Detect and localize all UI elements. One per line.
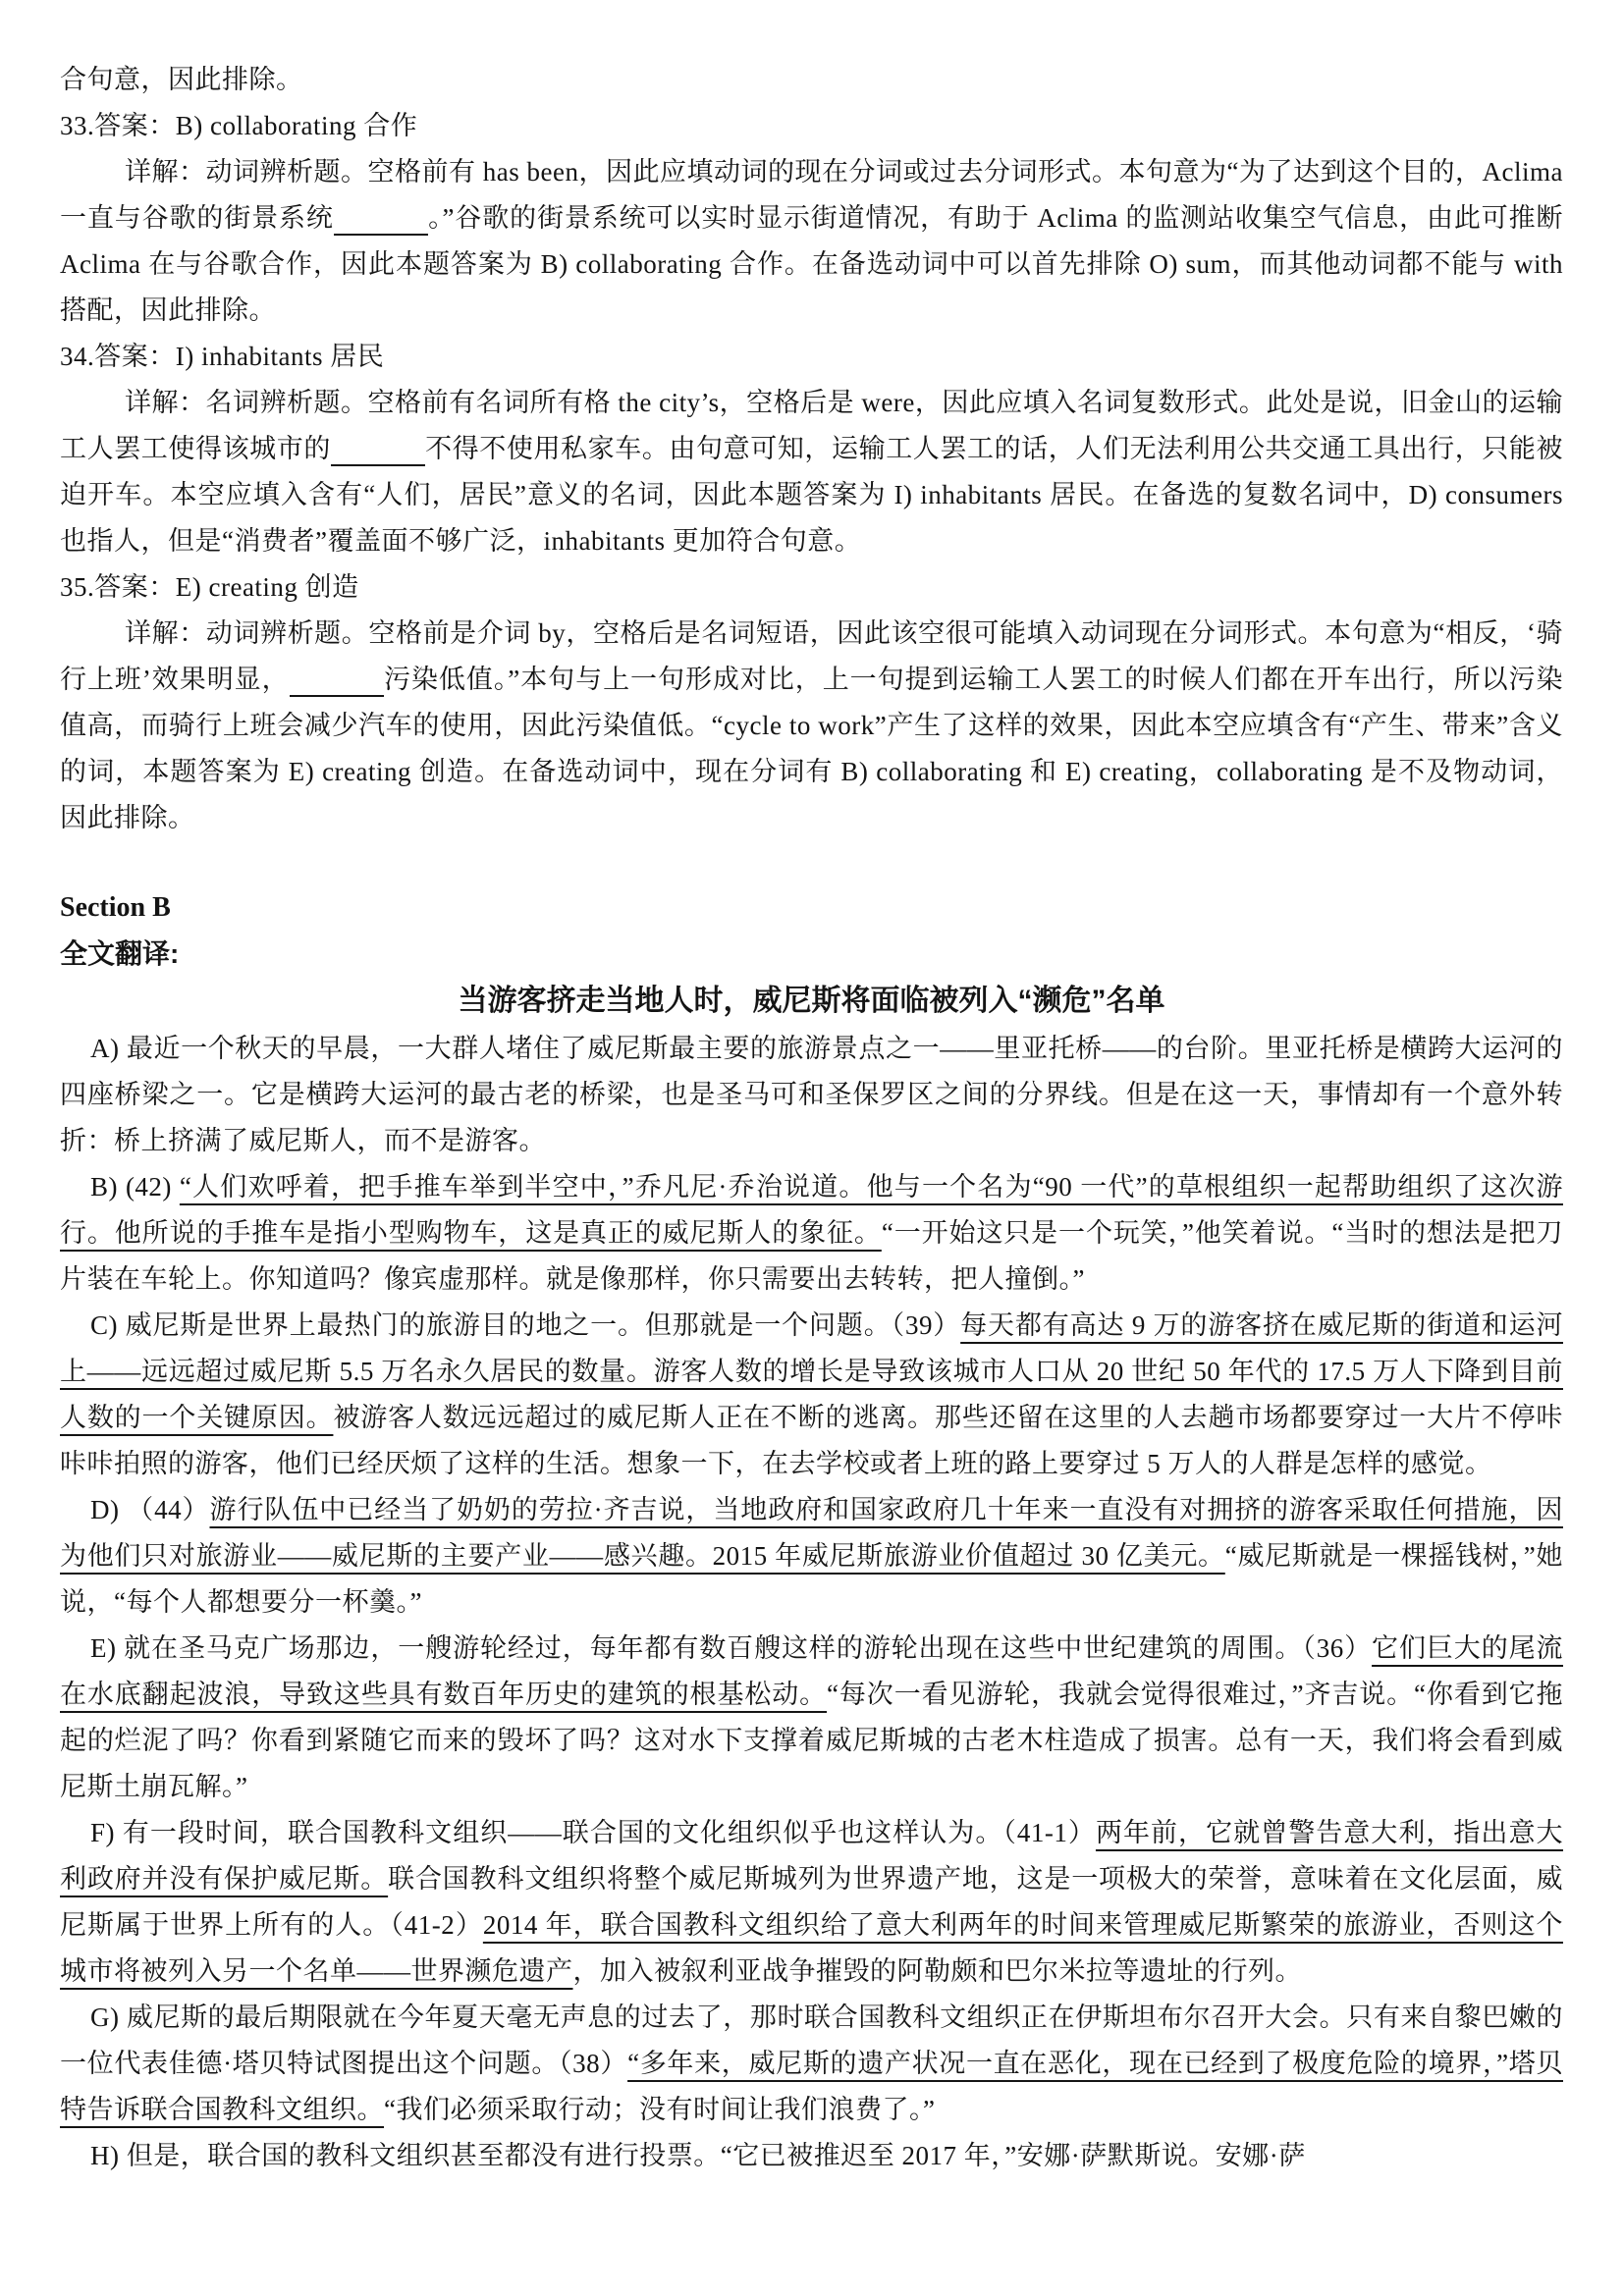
answer-35-heading: 35.答案：E) creating 创造 xyxy=(60,572,359,602)
underlined-text-run: 两年前，它就曾警告意大利，指出意大利政府并没有保护威尼斯。 xyxy=(60,1818,1564,1894)
text-run: G) 威尼斯的最后期限就在今年夏天毫无声息的过去了，那时联合国教科文组织正在伊斯坦布尔召开大会。只有来自黎巴嫩的一位代表佳德·塔贝特试图提出这个问题。（38） xyxy=(60,2002,1563,2078)
text-run: D) （44） xyxy=(90,1495,210,1524)
fill-in-blank xyxy=(334,204,428,236)
underlined-text-run: 游行队伍中已经当了奶奶的劳拉·齐吉说，当地政府和国家政府几十年来一直没有对拥挤的游客采取任何措施，因为他们只对旅游业——威尼斯的主要产业——感兴趣。2015 年威尼斯旅游业价值超过 30 亿美元。 xyxy=(60,1495,1563,1571)
text-run: C) 威尼斯是世界上最热门的旅游目的地之一。但那就是一个问题。（39） xyxy=(90,1310,961,1340)
text-run: 被游客人数远远超过的威尼斯人正在不断的逃离。那些还留在这里的人去趟市场都要穿过一大片不停咔咔咔拍照的游客，他们已经厌烦了这样的生活。想象一下，在去学校或者上班的路上要穿过 5 万人的人群是怎样的感觉。 xyxy=(60,1403,1564,1478)
translation-paragraph-a xyxy=(60,1026,1563,1164)
underlined-text-run: 2014 年，联合国教科文组织给了意大利两年的时间来管理威尼斯繁荣的旅游业，否则这个城市将被列入另一个名单——世界濒危遗产 xyxy=(60,1910,1563,1986)
answer-block-33 xyxy=(60,103,1563,334)
translation-paragraph-b xyxy=(60,1164,1563,1303)
article-title: 当游客挤走当地人时，威尼斯将面临被列入“濒危”名单 xyxy=(458,985,1165,1017)
text-run: 联合国教科文组织将整个威尼斯城列为世界遗产地，这是一项极大的荣誉，意味着在文化层面，威尼斯属于世界上所有的人。（41-2） xyxy=(60,1864,1564,1940)
translation-paragraph-d xyxy=(60,1487,1563,1626)
answer-33-detail xyxy=(60,149,1563,334)
text-run: B) (42) xyxy=(90,1172,180,1201)
answer-34-detail xyxy=(60,380,1563,564)
text-run: H) 但是，联合国的教科文组织甚至都没有进行投票。“它已被推迟至 2017 年，”安娜·萨默斯说。安娜·萨 xyxy=(90,2141,1306,2170)
text-run: 详解：动词辨析题。空格前是介词 by，空格后是名词短语，因此该空很可能填入动词现在分词形式。本句意为“相反，‘骑行上班’效果明显， xyxy=(60,618,1563,694)
text-run: “威尼斯就是一棵摇钱树，”她说，“每个人都想要分一杯羹。” xyxy=(60,1541,1564,1617)
underlined-text-run: “人们欢呼着，把手推车举到半空中，”乔凡尼·乔治说道。他与一个名为“90 一代”的草根组织一起帮助组织了这次游行。他所说的手推车是指小型购物车，这是真正的威尼斯人的象征。 xyxy=(60,1172,1563,1248)
translation-paragraph-c xyxy=(60,1303,1563,1487)
text-run: A) 最近一个秋天的早晨，一大群人堵住了威尼斯最主要的旅游景点之一——里亚托桥——的台阶。里亚托桥是横跨大运河的四座桥梁之一。它是横跨大运河的最古老的桥梁，也是圣马可和圣保罗区之间的分界线。但是在这一天，事情却有一个意外转折：桥上挤满了威尼斯人，而不是游客。 xyxy=(60,1034,1563,1155)
text-run: E) 就在圣马克广场那边，一艘游轮经过，每年都有数百艘这样的游轮出现在这些中世纪建筑的周围。（36） xyxy=(90,1633,1373,1663)
answer-block-35 xyxy=(60,564,1563,841)
text-run: 不得不使用私家车。由句意可知，运输工人罢工的话，人们无法利用公共交通工具出行，只能被迫开车。本空应填入含有“人们，居民”意义的名词，因此本题答案为 I) inhabitants 居民。在备选的复数名词中，D) consumers 也指人，但是“消费者”覆盖面不够广泛，inhabitants 更加符合句意。 xyxy=(60,434,1564,556)
fill-in-blank xyxy=(290,666,384,697)
answer-35-detail xyxy=(60,611,1563,841)
paragraph-intro-tail: 合句意，因此排除。 xyxy=(60,65,303,94)
text-run: “每次一看见游轮，我就会觉得很难过，”齐吉说。“你看到它拖起的烂泥了吗？你看到紧随它而来的毁坏了吗？这对水下支撑着威尼斯城的古老木柱造成了损害。总有一天，我们将会看到威尼斯土崩瓦解。” xyxy=(60,1680,1564,1801)
translation-paragraph-g xyxy=(60,1995,1563,2133)
answer-block-34 xyxy=(60,334,1563,564)
underlined-text-run: 每天都有高达 9 万的游客挤在威尼斯的街道和运河上——远远超过威尼斯 5.5 万名永久居民的数量。游客人数的增长是导致该城市人口从 20 世纪 50 年代的 17.5 万人下降到目前人数的一个关键原因。 xyxy=(60,1310,1563,1432)
fill-in-blank xyxy=(331,435,425,466)
answer-33-heading: 33.答案：B) collaborating 合作 xyxy=(60,111,418,140)
section-b-heading: Section B xyxy=(60,892,171,923)
translation-paragraph-f xyxy=(60,1810,1563,1995)
text-run: “一开始这只是一个玩笑，”他笑着说。“当时的想法是把刀片装在车轮上。你知道吗？像宾虚那样。就是像那样，你只需要出去转转，把人撞倒。” xyxy=(60,1218,1563,1294)
underlined-text-run: “多年来，威尼斯的遗产状况一直在恶化，现在已经到了极度危险的境界，”塔贝特告诉联合国教科文组织。 xyxy=(60,2049,1563,2124)
translation-paragraph-h xyxy=(60,2133,1563,2179)
text-run: 。”谷歌的街景系统可以实时显示街道情况，有助于 Aclima 的监测站收集空气信息，由此可推断 Aclima 在与谷歌合作，因此本题答案为 B) collaborating 合作。在备选动词中可以首先排除 O) sum，而其他动词都不能与 with 搭配，因此排除。 xyxy=(60,203,1563,325)
answer-34-heading: 34.答案：I) inhabitants 居民 xyxy=(60,342,385,371)
text-run: F) 有一段时间，联合国教科文组织——联合国的文化组织似乎也这样认为。（41-1） xyxy=(90,1818,1096,1847)
text-run: “我们必须采取行动；没有时间让我们浪费了。” xyxy=(384,2095,936,2124)
underlined-text-run: 它们巨大的尾流在水底翻起波浪，导致这些具有数百年历史的建筑的根基松动。 xyxy=(60,1633,1564,1709)
text-run: 详解：名词辨析题。空格前有名词所有格 the city’s，空格后是 were，因此应填入名词复数形式。此处是说，旧金山的运输工人罢工使得该城市的 xyxy=(60,388,1563,463)
text-run: ，加入被叙利亚战争摧毁的阿勒颇和巴尔米拉等遗址的行列。 xyxy=(572,1956,1302,1986)
full-translation-heading: 全文翻译: xyxy=(60,938,180,969)
text-run: 详解：动词辨析题。空格前有 has been，因此应填动词的现在分词或过去分词形式。本句意为“为了达到这个目的，Aclima 一直与谷歌的街景系统 xyxy=(60,157,1563,233)
text-run: 污染低值。”本句与上一句形成对比，上一句提到运输工人罢工的时候人们都在开车出行，所以污染值高，而骑行上班会减少汽车的使用，因此污染值低。“cycle to work”产生了这样的效果，因此本空应填含有“产生、带来”含义的词，本题答案为 E) creating 创造。在备选动词中，现在分词有 B) collaborating 和 E) creating，collaborating 是不及物动词，因此排除。 xyxy=(60,665,1563,832)
translation-paragraph-e xyxy=(60,1626,1563,1810)
